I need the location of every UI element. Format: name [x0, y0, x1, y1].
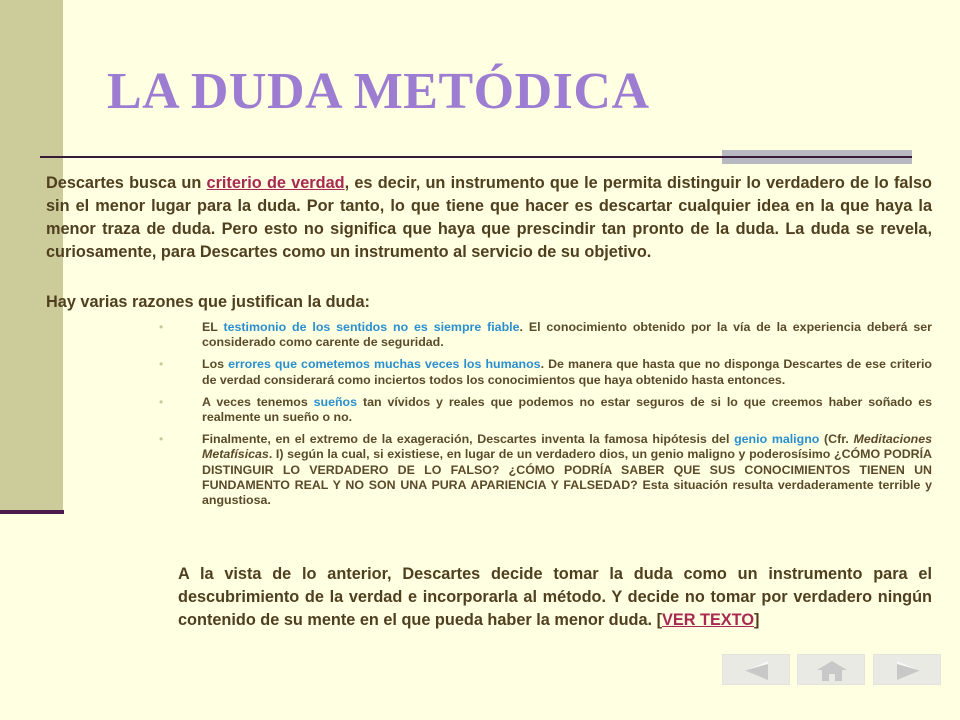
bullet-highlight: testimonio de los sentidos no es siempre fiable	[223, 320, 520, 334]
list-item	[0, 395, 960, 425]
bullet-italic-title: Meditaciones Metafísicas	[202, 432, 933, 462]
intro-text-start: Descartes busca un	[46, 174, 207, 192]
bullet-text	[202, 432, 932, 508]
bullet-text-pre: A veces tenemos	[202, 394, 314, 409]
title-rule	[40, 156, 722, 158]
title-rule-accent	[722, 150, 912, 164]
bullet-text	[202, 395, 932, 425]
bullet-text-post: . De manera que hasta que no disponga Descartes de ese criterio de verdad considerará como inciertos todos los conocimientos que haya obtenido hasta entonces.	[202, 357, 932, 387]
conclusion-paragraph	[178, 563, 932, 632]
arrow-left-icon	[723, 655, 791, 686]
bullet-icon: •	[159, 432, 164, 447]
home-button[interactable]	[797, 654, 865, 685]
arrow-right-icon	[874, 655, 942, 686]
bullet-text-pre: EL	[202, 320, 224, 334]
conclusion-text: A la vista de lo anterior, Descartes decide tomar la duda como un instrumento para el descubrimiento de la verdad e incorporarla al método. Y decide no tomar por verdadero ningún contenido de su mente en el que pueda haber la menor duda. [	[178, 565, 932, 629]
slide-title: LA DUDA METÓDICA	[107, 63, 650, 120]
ver-texto-link[interactable]: VER TEXTO	[662, 611, 754, 629]
bullet-text-pre: Los	[202, 357, 229, 372]
bullet-highlight: genio maligno	[734, 432, 820, 447]
criterio-de-verdad-link[interactable]: criterio de verdad	[206, 174, 345, 192]
bullet-text-post: . El conocimiento obtenido por la vía de la experiencia deberá ser considerado como carente de seguridad.	[202, 320, 932, 350]
conclusion-close-bracket: ]	[753, 611, 760, 629]
next-slide-button[interactable]	[873, 654, 941, 685]
bullet-text-post: tan vívidos y reales que podemos no estar seguros de si lo que creemos haber soñado es realmente un sueño o no.	[202, 394, 932, 425]
bullet-icon: •	[159, 320, 164, 334]
reasons-heading: Hay varias razones que justifican la duda:	[46, 293, 370, 311]
list-item	[0, 357, 960, 387]
bullet-icon: •	[159, 357, 164, 372]
intro-text-end: , es decir, un instrumento que le permita distinguir lo verdadero de lo falso sin el menor lugar para la duda. Por tanto, lo que tiene que hacer es descartar cualquier idea en la que haya la menor traza de duda. Pero esto no significa que haya que prescindir tan pronto de la duda. La duda se revela, curiosamente, para Descartes como un instrumento al servicio de su objetivo.	[46, 174, 932, 261]
intro-paragraph	[46, 172, 932, 264]
bullet-text-mid: (Cfr.	[819, 432, 854, 447]
list-item	[0, 320, 960, 350]
bullet-icon: •	[159, 394, 164, 409]
bullet-text-post: . I) según la cual, si existiese, en lugar de un verdadero dios, un genio maligno y poderosísimo ¿CÓMO PODRÍA DISTINGUIR LO VERDADERO DE LO FALSO? ¿CÓMO PODRÍA SABER QUE SUS CONOCIMIENTOS TIENEN UN FUNDAMENTO REAL Y NO SON UNA PURA APARIENCIA Y FALSEDAD? Esta situación resulta verdaderamente terrible y angustiosa.	[202, 447, 932, 508]
reasons-list	[0, 320, 960, 515]
list-item	[0, 432, 960, 508]
bullet-highlight: sueños	[313, 394, 358, 409]
bullet-text	[202, 320, 932, 350]
bullet-text-pre: Finalmente, en el extremo de la exageración, Descartes inventa la famosa hipótesis del	[202, 432, 735, 447]
bullet-highlight: errores que cometemos muchas veces los humanos	[228, 357, 541, 372]
prev-slide-button[interactable]	[722, 654, 790, 685]
bullet-text	[202, 357, 932, 387]
home-icon	[798, 655, 866, 686]
